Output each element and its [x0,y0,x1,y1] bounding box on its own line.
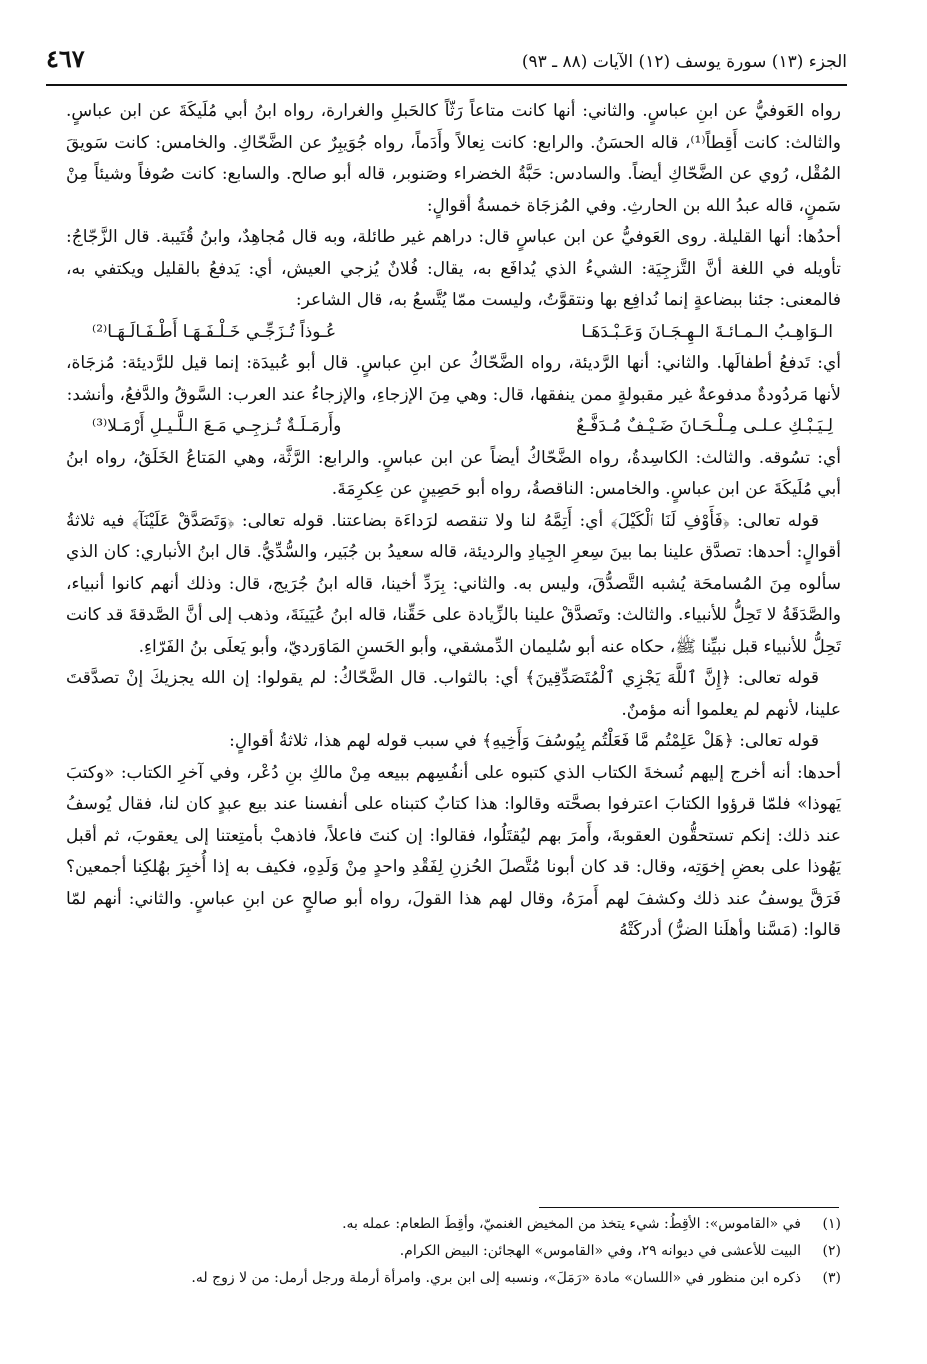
page-header [46,40,847,86]
footnote-divider [539,1207,839,1208]
page-number: ٤٦٧ [46,44,85,73]
footnote [86,1265,841,1292]
verse-second-hemistich: وأَرمَـلَـةٌ تُـزجِـي مَـعَ الـلَّـيـلِ أَرْمَـلا⁽³⁾ [92,416,342,436]
footnote-number: (١) [822,1216,841,1232]
footnote-text: في «القاموس»: الأقِطُ: شيء يتخذ من المخيض الغنميّ، وأقِطَ الطعام: عمله به. [342,1216,801,1232]
poem-verse [66,411,841,443]
main-text [66,96,841,947]
verse-first-hemistich: لِـيَـبْـكِ عـلـى مِـلْـحَـانَ ضَـيْـفٌ مُـدَفَّـعٌ [576,416,833,436]
footnote-text: البيت للأعشى في ديوانه ٢٩، وفي «القاموس» الهجائن: البيض الكرام. [399,1243,801,1259]
paragraph: رواه العَوفيُّ عن ابنِ عباسٍ. والثاني: أنها كانت متاعاً رَثّاً كالحَبلِ والغرارة، رواه ابنُ أبي مُلَيكَةَ عن ابن عباسٍ. والثالث: كانت أَقِطاً⁽¹⁾، قاله الحسَنُ. والرابع: كانت نِعالاً وأَدَماً، رواه جُوَيبِرٌ عن الضَّحّاكِ. والخامس: كانت سَويقَ المُقْل، رُوي عن الضَّحّاكِ أيضاً. والسادس: حَبَّةُ الخضراء وصَنوبر، قاله أبو صالح. والسابع: كانت صُوفاً وشيئاً مِنْ سَمنٍ، قاله عبدُ الله بن الحارثِ. وفي المُزجَاة خمسةُ أقوالٍ: [66,101,841,216]
verse-first-hemistich: الـوَاهِـبُ الـمـائـةَ الـهِـجَـانَ وَعَـبْـدَهَـا [581,321,833,342]
paragraph: قوله تعالى: ﴿إِنَّ ٱللَّهَ يَجْزِي ٱلْمُتَصَدِّقِينَ﴾ أي: بالثواب. قال الضَّحّاكُ: لم يقولوا: إن الله يجزيكَ إنْ تصدَّقتَ علينا، لأنهم لم يعلموا أنه مؤمنٌ. [66,668,841,720]
paragraph: قوله تعالى: ﴿هَلْ عَلِمْتُم مَّا فَعَلْتُم بِيُوسُفَ وَأَخِيهِ﴾ في سبب قوله لهم هذا، ثلاثةُ أقوالٍ: [229,731,819,751]
paragraph: قوله تعالى: ﴿فَأَوْفِ لَنَا ٱلْكَيْلَ﴾ أي: أَتِمَّهُ لنا ولا تنقصه لرَداءَة بضاعتنا. قوله تعالى: ﴿وَتَصَدَّقْ عَلَيْنَآ﴾ فيه ثلاثةُ أقوالٍ: أحدها: تصدَّق علينا بما بينَ سِعرِ الجِيادِ والرديئة، قاله سعيدُ بن جُبَير، والسُّدِّيُّ. قال ابنُ الأنباري: كان الذي سألوه مِنَ المُسامحَة يُشبه التَّصدُّقَ، وليس به. والثاني: بِرَدِّ أخينا، قاله ابنُ جُرَيج، قال: وذلك أنهم كانوا أنبياء، والصَّدَقَةُ لا تَحِلُّ للأنبياء. والثالث: وتَصدَّقْ علينا بالزِّيادة على حَقِّنا، قاله ابنُ عُيَينَةَ، وذهب إلى أنَّ الصَّدقةَ قد كانت تَحِلُّ للأنبياء قبل نبيِّنا ﷺ، حكاه عنه أبو سُليمان الدِّمشقي، وأبو الحَسنِ المَاوَرديّ، وأبو يَعلَى بنُ الفَرّاءِ. [66,510,841,657]
running-head: الجزء (١٣) سورة يوسف (١٢) الآيات (٨٨ ـ ٩٣) [521,52,847,72]
footnote-number: (٣) [822,1270,841,1286]
paragraph: أي: تسُوقه. والثالث: الكاسِدةُ، رواه الضَّحّاكُ أيضاً عن ابن عباسٍ. والرابع: الرَّثَّة، وهي المَتاعُ الخَلَقُ، رواه ابنُ أبي مُلَيكَةَ عن ابن عباسٍ. والخامس: الناقصةُ، رواه أبو حَصِينٍ عن عِكرِمَةَ. [66,447,841,499]
paragraph: أحدُها: أنها القليلة. روى العَوفيُّ عن ابن عباسٍ قال: دراهم غير طائلة، وبه قال مُجاهِدٌ، وابنُ قُتَيبة. قال الزَّجّاجُ: تأويله في اللغة أنَّ التَّزجِيَة: الشيءُ الذي يُدافَع به، يقال: فُلانٌ يُزجي العيش، أي: يَدفعُ بالقليل ويكتفي به، فالمعنى: جئنا ببضاعةٍ إنما نُدافِع بها ونتقوَّتُ، وليست ممّا يُتَّسعُ به، قال الشاعر: [66,227,841,310]
footnote-number: (٢) [822,1243,841,1259]
paragraph: أحدها: أنه أخرج إليهم نُسخةَ الكتاب الذي كتبوه على أنفُسِهم ببيعه مِنْ مالكِ بنِ دُعْر، وفي آخرِ الكتاب: «وكتبَ يَهوذا» فلمّا قرؤوا الكتابَ اعترفوا بصحَّته وقالوا: هذا كتابٌ كتبناه على أنفسنا عند بيع عبدٍ كان لنا، فقال يُوسفُ عند ذلك: إنكم تستحقُّون العقوبةَ، وأَمرَ بهم ليُقتَلُوا، فقالوا: إن كنتَ فاعلاً، فاذهبْ بأمتِعتنا إلى يعقوبَ، ثم أقبل يَهُوذا على بعضِ إخوَتِه، وقال: قد كان أبونا مُتَّصلَ الحُزنِ لِفَقْدِ واحدٍ مِنْ وَلَدِهِ، فكيف به إذا أُخبِرَ بهُلكِنا أجمعين؟ فَرَقَّ يوسفُ عند ذلك وكشفَ لهم أَمرَهُ، وقال لهم هذا القولَ، رواه أبو صالحٍ عن ابنِ عباسٍ. والثاني: أنهم لمّا قالوا: (مَسَّنا وأهلَنا الضرُّ) أدركَتْهُ [66,762,841,940]
footnotes [86,1211,841,1292]
poem-verse [66,317,841,349]
verse-second-hemistich: عُـوذاً تُـزَجِّـي خَـلْـفَـهَـا أَطْـفَـالَـهَـا⁽²⁾ [92,321,337,342]
footnote [86,1238,841,1265]
footnote-text: ذكره ابن منظور في «اللسان» مادة «رَمَلَ»، ونسبه إلى ابن بري. وامرأة أرملة ورجل أرمل: من لا زوج له. [191,1270,801,1286]
paragraph: أي: تَدفعُ أطفالَها. والثاني: أنها الرَّديئة، رواه الضَّحّاكُ عن ابنِ عباسٍ. قال أبو عُبيدَة: إنما قيل للرَّديئة: مُزجَاة، لأنها مَردُودةٌ مدفوعةٌ غير مقبولةٍ ممن ينفقها، قال: وهي مِنَ الإزجاءِ، والإزجاءُ عند العرب: السَّوقُ والدَّفعُ، وأنشد: [66,353,842,405]
footnote [86,1211,841,1238]
